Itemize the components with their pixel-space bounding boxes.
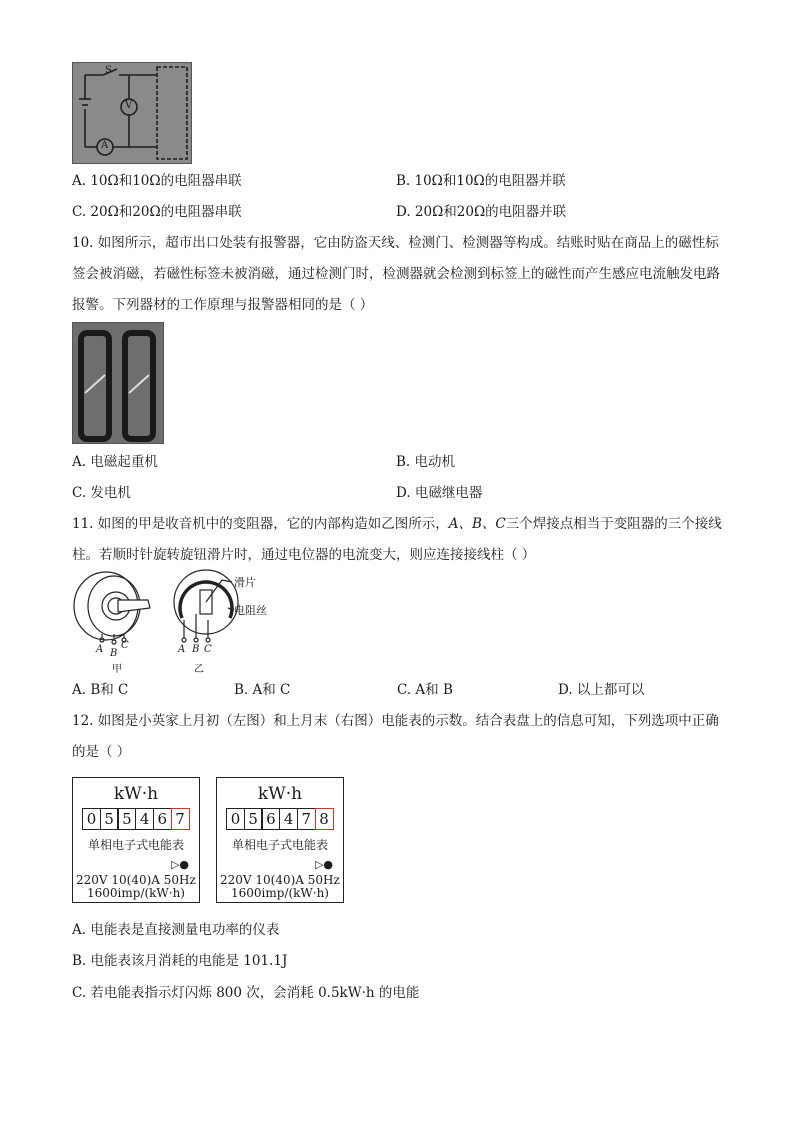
q10-option-b: B. 电动机 — [396, 454, 456, 470]
meter-right-digits — [226, 808, 332, 830]
q10-option-c: C. 发电机 — [72, 485, 131, 501]
yi-caption: 乙 — [194, 664, 204, 675]
q9-option-a: A. 10Ω和10Ω的电阻器串联 — [72, 173, 242, 189]
q12-option-c: C. 若电能表指示灯闪烁 800 次，会消耗 0.5kW·h 的电能 — [72, 985, 420, 1001]
circuit-figure — [72, 62, 192, 164]
meter-left-pulse-icon: ▷● — [170, 858, 189, 871]
meter-right-unit: kW·h — [257, 784, 303, 804]
meter-left-digit-2: 5 — [100, 808, 119, 830]
q12-option-b: B. 电能表该月消耗的电能是 101.1J — [72, 953, 288, 969]
meter-left-digits — [82, 808, 188, 830]
resistance-wire-label: 电阻丝 — [234, 604, 267, 617]
q11-option-c: C. A和 B — [397, 682, 453, 698]
meter-left-label: 单相电子式电能表 — [87, 838, 184, 852]
meter-right-label: 单相电子式电能表 — [231, 838, 328, 852]
q9-option-b: B. 10Ω和10Ω的电阻器并联 — [396, 173, 566, 189]
q9-option-c: C. 20Ω和20Ω的电阻器串联 — [72, 204, 242, 220]
meter-right-digit-3: 6 — [261, 808, 280, 830]
voltmeter-label: V — [125, 100, 133, 111]
q10-option-d: D. 电磁继电器 — [396, 485, 483, 501]
security-gate-drawing — [73, 323, 163, 443]
meter-left-spec1: 220V 10(40)A 50Hz — [76, 873, 196, 887]
q11-question — [72, 509, 722, 571]
meter-left-digit-6: 7 — [171, 808, 190, 830]
q11-option-d: D. 以上都可以 — [558, 682, 645, 698]
meter-left-unit: kW·h — [113, 784, 159, 804]
yi-label-b: B — [192, 644, 200, 655]
meter-left-digit-1: 0 — [82, 808, 101, 830]
meter-right-digit-5: 7 — [297, 808, 316, 830]
meter-right-digit-1: 0 — [226, 808, 245, 830]
meter-left-spec2: 1600imp/(kW·h) — [87, 886, 185, 900]
security-gate-photo — [72, 322, 164, 444]
yi-label-a: A — [178, 644, 186, 655]
meter-right-digit-2: 5 — [244, 808, 263, 830]
meter-right-spec2: 1600imp/(kW·h) — [231, 886, 329, 900]
meter-left-digit-4: 4 — [135, 808, 154, 830]
q10-option-a: A. 电磁起重机 — [72, 454, 158, 470]
q12-option-a: A. 电能表是直接测量电功率的仪表 — [72, 922, 280, 938]
yi-label-c: C — [204, 644, 212, 655]
meter-right-digit-4: 4 — [279, 808, 298, 830]
jia-caption: 甲 — [112, 664, 122, 675]
meter-right-spec1: 220V 10(40)A 50Hz — [220, 873, 340, 887]
meter-right — [216, 777, 344, 903]
q11-text-post: 三个焊接点相当于变阻器的三个接线柱。若顺时针旋转旋钮滑片时，通过电位器的电流变大，则应连接接线柱（ ） — [72, 516, 722, 563]
meter-left-digit-5: 6 — [153, 808, 172, 830]
jia-label-b: B — [110, 648, 118, 659]
q12-question: 12. 如图是小英家上月初（左图）和上月末（右图）电能表的示数。结合表盘上的信息可知，下列选项中正确的是（ ） — [72, 713, 719, 760]
slider-label: 滑片 — [234, 576, 256, 589]
potentiometer-figure — [70, 568, 280, 676]
meter-right-pulse-icon: ▷● — [314, 858, 333, 871]
circuit-diagram — [73, 63, 191, 163]
jia-label-a: A — [96, 644, 104, 655]
q11-text-abc: A、B、C — [448, 516, 506, 532]
meter-left — [72, 777, 200, 903]
q11-option-b: B. A和 C — [234, 682, 291, 698]
ammeter-label: A — [101, 140, 109, 151]
q9-option-d: D. 20Ω和20Ω的电阻器并联 — [396, 204, 567, 220]
meter-left-digit-3: 5 — [117, 808, 136, 830]
jia-label-c: C — [121, 640, 129, 651]
meter-right-digit-6: 8 — [315, 808, 334, 830]
switch-label: S — [105, 65, 112, 76]
q10-question: 10. 如图所示，超市出口处装有报警器，它由防盗天线、检测门、检测器等构成。结账时贴在商品上的磁性标签会被消磁，若磁性标签未被消磁，通过检测门时，检测器就会检测到标签上的磁性而产生感应电流触发电路报警。下列器材的工作原理与报警器相同的是（ ） — [72, 235, 720, 313]
q11-text-pre: 11. 如图的甲是收音机中的变阻器，它的内部构造如乙图所示， — [72, 516, 449, 532]
q11-option-a: A. B和 C — [72, 682, 129, 698]
